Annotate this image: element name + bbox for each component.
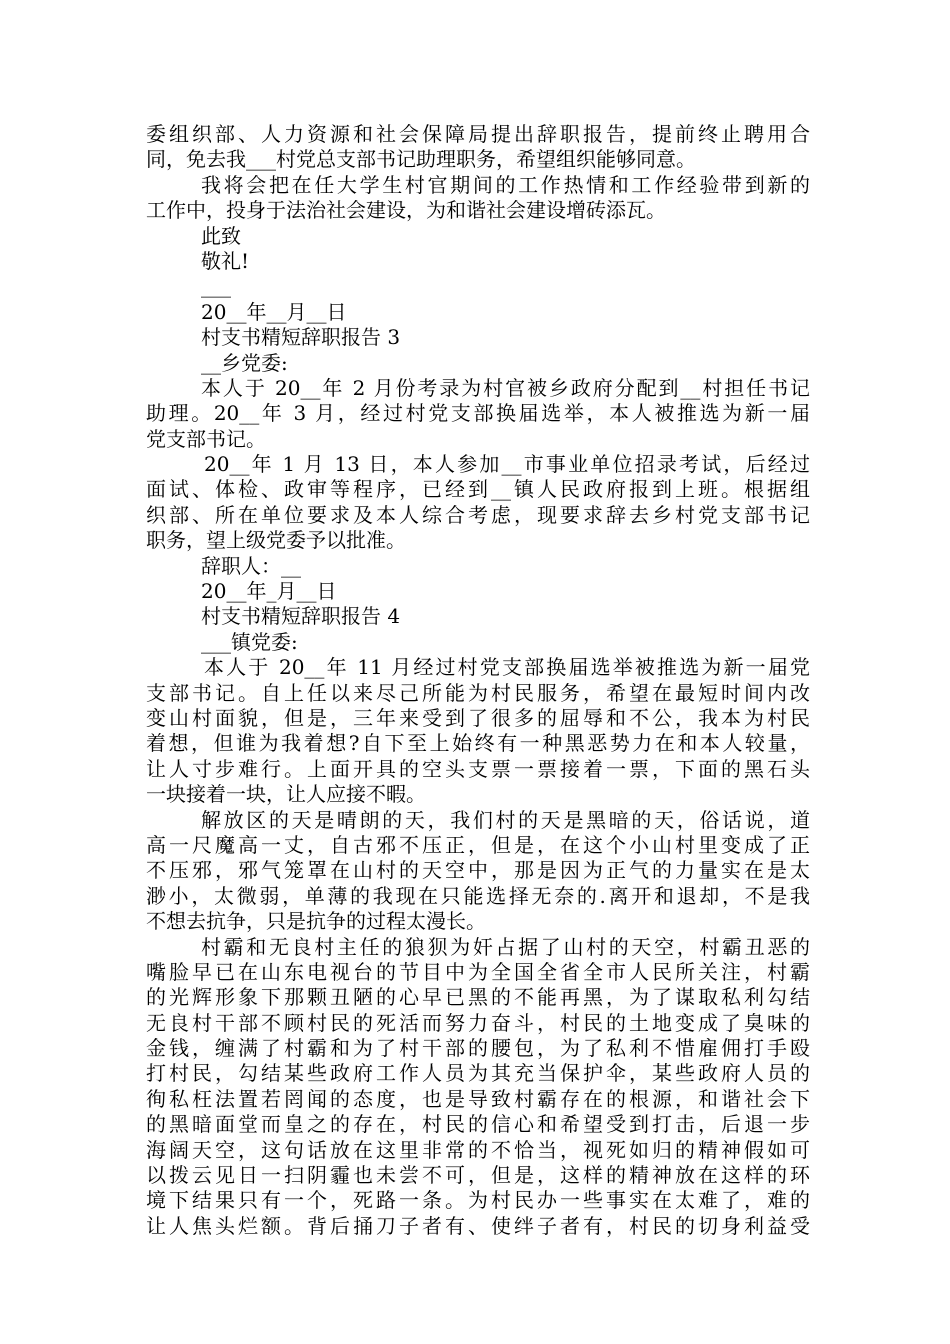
text-line: 职务，望上级党委予以批准。 [146,528,406,553]
text-line: 徇私枉法置若罔闻的态度，也是导致村霸存在的根源，和谐社会下 [146,1086,810,1111]
text-line: 解放区的天是晴朗的天，我们村的天是黑暗的天，俗话说，道 [201,807,810,832]
text-line: 党支部书记。 [146,426,266,451]
text-line: 20__年 1 月 13 日，本人参加__市事业单位招录考试，后经过 [204,452,810,477]
text-line: 我将会把在任大学生村官期间的工作热情和工作经验带到新的 [201,172,810,197]
text-line: ___ [201,274,231,299]
text-line: 助理。20__年 3 月，经过村党支部换届选举，本人被推选为新一届 [146,401,810,426]
text-line: 委组织部、人力资源和社会保障局提出辞职报告，提前终止聘用合 [146,122,810,146]
text-line: 境下结果只有一个，死路一条。为村民办一些事实在太难了，难的 [146,1188,810,1213]
text-line: 工作中，投身于法治社会建设，为和谐社会建设增砖添瓦。 [146,198,666,223]
text-line: 织部、所在单位要求及本人综合考虑，现要求辞去乡村党支部书记 [146,502,810,527]
text-line: 村支书精短辞职报告 3 [201,325,401,350]
text-line: ___镇党委: [201,629,298,654]
text-line: 不想去抗争，只是抗争的过程太漫长。 [146,909,486,934]
text-line: 让人焦头烂额。背后捅刀子者有、使绊子者有，村民的切身利益受 [146,1213,810,1238]
text-line: 海阔天空，这句话放在这里非常的不恰当，视死如归的精神假如可 [146,1137,810,1162]
text-line: 20__年_月__日 [201,579,337,604]
text-line: 的黑暗面堂而皇之的存在，村民的信心和希望受到打击，后退一步 [146,1112,810,1137]
text-line: 一块接着一块，让人应接不暇。 [146,782,426,807]
text-line: 20__年__月__日 [201,299,347,324]
text-line: 不压邪，邪气笼罩在山村的天空中，那是因为正气的力量实在是太 [146,858,810,883]
text-line: 同，免去我___村党总支部书记助理职务，希望组织能够同意。 [146,147,696,172]
text-line: 辞职人：__ [201,553,301,578]
document-body [146,122,810,1239]
text-line: 让人寸步难行。上面开具的空头支票一票接着一票，下面的黑石头 [146,756,810,781]
text-line: 敬礼! [201,248,250,273]
text-line: 变山村面貌，但是，三年来受到了很多的屈辱和不公，我本为村民 [146,705,810,730]
text-line: 嘴脸早已在山东电视台的节目中为全国全省全市人民所关注，村霸 [146,959,810,984]
text-line: 本人于 20__年 2 月份考录为村官被乡政府分配到__村担任书记 [201,375,810,400]
text-line: 面试、体检、政审等程序，已经到__镇人民政府报到上班。根据组 [146,477,810,502]
text-line: 无良村干部不顾村民的死活而努力奋斗，村民的土地变成了臭味的 [146,1010,810,1035]
text-line: 渺小，太微弱，单薄的我现在只能选择无奈的.离开和退却，不是我 [146,883,810,908]
text-line: 本人于 20__年 11 月经过村党支部换届选举被推选为新一届党 [204,655,810,680]
text-line: 打村民，勾结某些政府工作人员为其充当保护伞，某些政府人员的 [146,1061,810,1086]
text-line: 高一尺魔高一丈，自古邪不压正，但是，在这个小山村里变成了正 [146,832,810,857]
text-line: 村支书精短辞职报告 4 [201,604,401,629]
text-line: 着想，但谁为我着想?自下至上始终有一种黑恶势力在和本人较量， [146,731,810,756]
text-line: 村霸和无良村主任的狼狈为奸占据了山村的天空，村霸丑恶的 [201,934,810,959]
text-line: 此致 [201,223,241,248]
text-line: 的光辉形象下那颗丑陋的心早已黑的不能再黑，为了谋取私利勾结 [146,985,810,1010]
text-line: 支部书记。自上任以来尽己所能为村民服务，希望在最短时间内改 [146,680,810,705]
text-line: 金钱，缠满了村霸和为了村干部的腰包，为了私利不惜雇佣打手殴 [146,1036,810,1061]
text-line: __乡党委: [201,350,288,375]
text-line: 以拨云见日一扫阴霾也未尝不可，但是，这样的精神放在这样的环 [146,1163,810,1188]
